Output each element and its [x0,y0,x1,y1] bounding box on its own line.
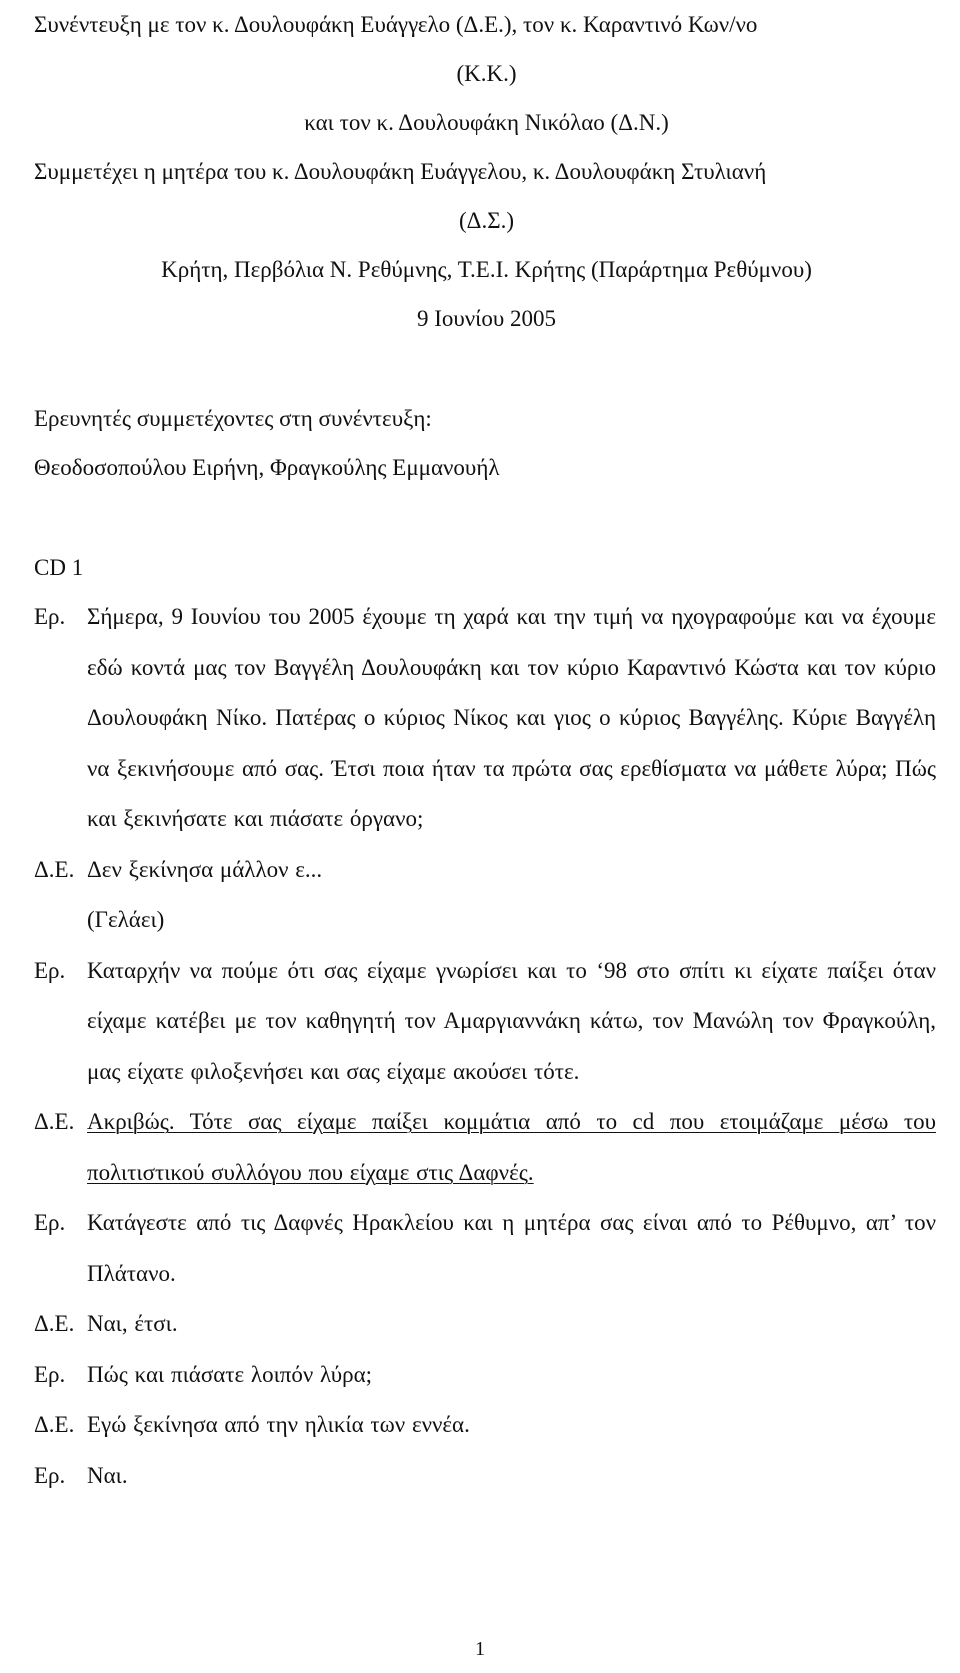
utterance-text: Πώς και πιάσατε λοιπόν λύρα; [87,1361,373,1387]
utterance-text [87,845,936,946]
utterance-text: Καταρχήν να πούμε ότι σας είχαμε γνωρίσει και το ‘98 στο σπίτι κι είχατε παίξει όταν είχαμε κατέβει με τον καθηγητή τον Αμαργιαννάκη κάτω, τον Μανώλη τον Φραγκούλη, μας είχατε φιλοξενήσει και σας είχαμε ακούσει τότε. [87,957,936,1084]
header-line-7: 9 Ιουνίου 2005 [416,306,557,331]
dialogue-turn [34,1198,936,1299]
dialogue-turn [34,1400,936,1451]
speaker-label: Δ.Ε. [34,1311,75,1336]
header-line-5: (Δ.Σ.) [459,208,514,233]
speaker-label: Ερ. [34,1210,66,1235]
header-line-3: και τον κ. Δουλουφάκη Νικόλαο (Δ.Ν.) [304,110,669,135]
dialogue-turn [34,1299,936,1350]
dialogue-turn [34,1451,936,1502]
header-line-1: Συνέντευξη με τον κ. Δουλουφάκη Ευάγγελο (Δ.Ε.), τον κ. Καραντινό Κων/νο [34,12,758,37]
utterance-text: Σήμερα, 9 Ιουνίου του 2005 έχουμε τη χαρά και την τιμή να ηχογραφούμε και να έχουμε εδώ κοντά μας τον Βαγγέλη Δουλουφάκη και τον κύριο Καραντινό Κώστα και τον κύριο Δουλουφάκη Νίκο. Πατέρας ο κύριος Νίκος και γιος ο κύριος Βαγγέλης. Κύριε Βαγγέλη να ξεκινήσουμε από σας. Έτσι ποια ήταν τα πρώτα σας ερεθίσματα να μάθετε λύρα; Πώς και ξεκινήσατε και πιάσατε όργανο; [87,604,936,831]
dialogue-turn [34,845,936,946]
utterance-text: Ακριβώς. Τότε σας είχαμε παίξει κομμάτια από το cd που ετοιμάζαμε μέσω του πολιτιστικού συλλόγου που είχαμε στις Δαφνές. [87,1109,936,1185]
header-line-4: Συμμετέχει η μητέρα του κ. Δουλουφάκη Ευάγγελου, κ. Δουλουφάκη Στυλιανή [34,159,767,184]
researchers-names: Θεοδοσοπούλου Ειρήνη, Φραγκούλης Εμμανουήλ [34,455,500,480]
utterance-line: (Γελάει) [87,907,165,932]
header-line-6: Κρήτη, Περβόλια Ν. Ρεθύμνης, Τ.Ε.Ι. Κρήτης (Παράρτημα Ρεθύμνου) [161,257,812,282]
dialogue-turn [34,946,936,1098]
dialogue-turn [34,1097,936,1198]
speaker-label: Δ.Ε. [34,1412,75,1437]
utterance-text: Ναι, έτσι. [87,1311,178,1336]
speaker-label: Δ.Ε. [34,1109,75,1134]
interview-header [34,0,939,343]
utterance-text: Εγώ ξεκίνησα από την ηλικία των εννέα. [87,1412,470,1437]
researchers-label: Ερευνητές συμμετέχοντες στη συνέντευξη: [34,406,432,431]
utterance-line: Δεν ξεκίνησα μάλλον ε... [87,856,323,882]
speaker-label: Ερ. [34,957,66,983]
speaker-label: Ερ. [34,1361,66,1387]
page-number: 1 [475,1638,485,1660]
speaker-label: Δ.Ε. [34,856,75,882]
speaker-label: Ερ. [34,604,66,629]
header-line-2: (Κ.Κ.) [456,61,517,86]
speaker-label: Ερ. [34,1462,66,1488]
dialogue-turn [34,1350,936,1401]
cd-label: CD 1 [34,555,84,580]
dialogue [34,592,936,1501]
utterance-text: Ναι. [87,1462,128,1488]
utterance-text: Κατάγεστε από τις Δαφνές Ηρακλείου και η μητέρα σας είναι από το Ρέθυμνο, απ’ τον Πλάτανο. [87,1210,936,1286]
researchers-block [34,394,934,492]
dialogue-turn [34,592,936,845]
